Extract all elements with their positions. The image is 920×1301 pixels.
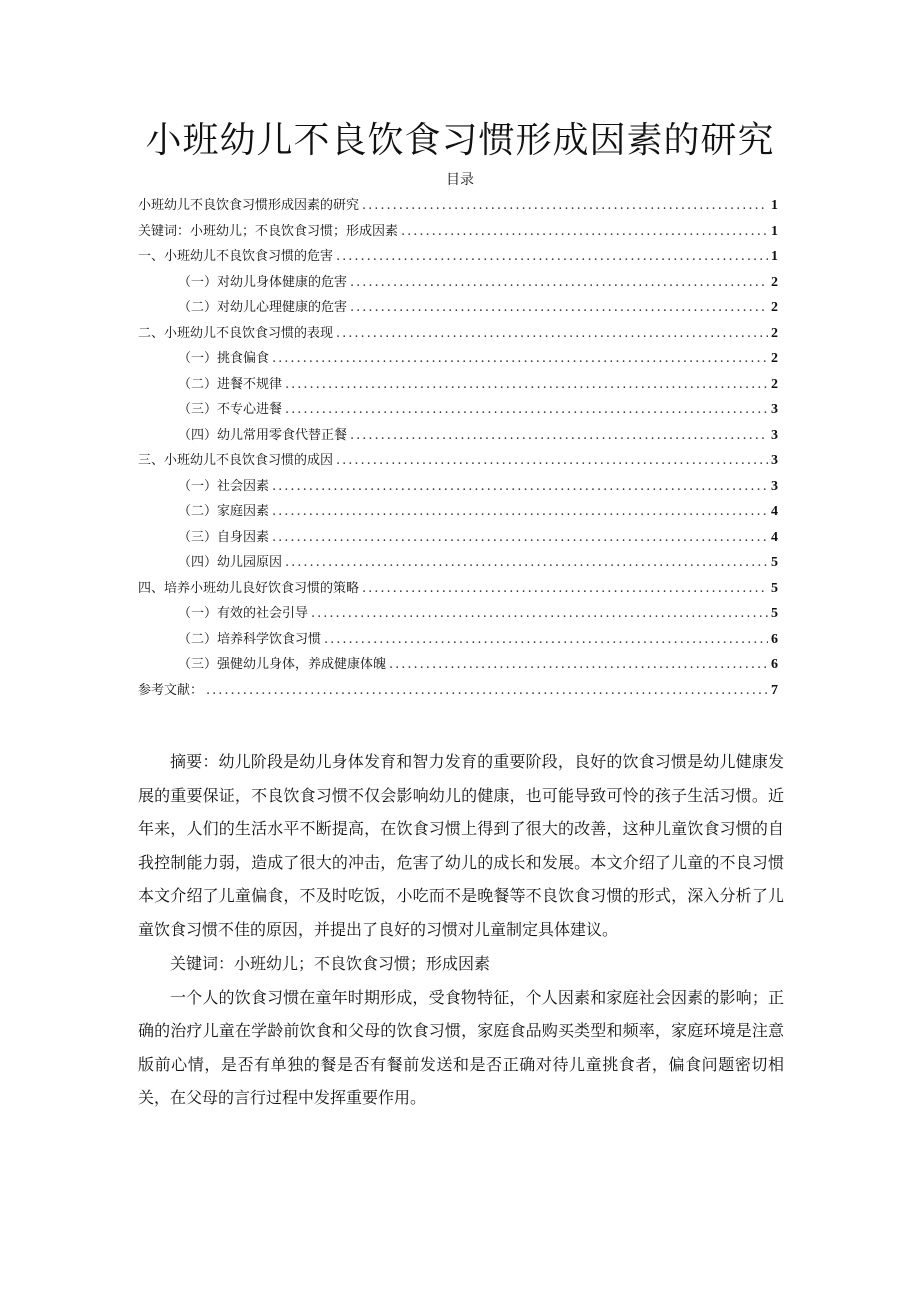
toc-entry-page: 6 [771,657,778,672]
abstract-paragraph: 摘要：幼儿阶段是幼儿身体发育和智力发育的重要阶段，良好的饮食习惯是幼儿健康发展的重要保证，不良饮食习惯不仅会影响幼儿的健康，也可能导致可怜的孩子生活习惯。近年来，人们的生活水平不断提高，在饮食习惯上得到了很大的改善，这种儿童饮食习惯的自我控制能力弱，造成了很大的冲击，危害了幼儿的成长和发展。本文介绍了儿童的不良习惯本文介绍了儿童偏食，不及时吃饭，小吃而不是晚餐等不良饮食习惯的形式，深入分析了儿童饮食习惯不佳的原因，并提出了良好的习惯对儿童制定具体建议。 [138,752,784,939]
toc-leader-dots [272,525,768,550]
toc-leader-dots [311,601,768,626]
toc-entry[interactable] [138,244,778,270]
toc-entry-page: 4 [771,529,778,545]
toc-entry-page: 1 [771,249,778,264]
toc-entry[interactable] [138,448,778,474]
toc-entry[interactable] [138,550,778,576]
toc-entry-page: 2 [771,376,778,392]
toc-entry-page: 5 [771,580,778,596]
toc-leader-dots [285,397,768,422]
toc-entry-text: （一）挑食偏食 [178,351,270,366]
toc-entry[interactable] [138,652,778,678]
toc-entry-text: （四）幼儿园原因 [178,555,283,570]
intro-paragraph: 一个人的饮食习惯在童年时期形成，受食物特征，个人因素和家庭社会因素的影响；正确的治疗儿童在学龄前饮食和父母的饮食习惯，家庭食品购买类型和频率，家庭环境是注意版前心情，是否有单独的餐是否有餐前发送和是否正确对待儿童挑食者，偏食问题密切相关，在父母的言行过程中发挥重要作用。 [138,987,784,1107]
toc-entry[interactable] [138,576,778,602]
toc-entry-page: 1 [771,198,778,213]
toc-entry-page: 2 [771,325,778,341]
toc-leader-dots [336,321,768,346]
toc-entry-page: 5 [771,606,778,621]
toc-heading: 目录 [446,172,474,188]
toc-entry-text: 四、培养小班幼儿良好饮食习惯的策略 [138,580,360,596]
toc-entry-page: 3 [771,478,778,494]
toc-entry[interactable] [138,193,778,219]
toc-entry[interactable] [138,423,778,449]
toc-entry-page: 1 [771,223,778,239]
toc-entry[interactable] [138,627,778,653]
toc-entry-page: 3 [771,402,778,417]
toc-leader-dots [350,270,768,295]
toc-leader-dots [272,474,768,499]
keywords-paragraph: 关键词：小班幼儿；不良饮食习惯；形成因素 [170,954,491,973]
toc-entry-page: 2 [771,274,778,290]
toc-leader-dots [350,295,768,320]
toc-leader-dots [401,219,768,244]
toc-entry-page: 7 [771,682,778,698]
toc-entry[interactable] [138,397,778,423]
document-title: 小班幼儿不良饮食习惯形成因素的研究 [145,120,775,161]
toc-leader-dots [285,550,768,575]
toc-leader-dots [206,678,768,703]
toc-entry-text: 关键词：小班幼儿；不良饮食习惯；形成因素 [138,223,399,239]
table-of-contents [138,193,778,703]
toc-entry-text: （二）培养科学饮食习惯 [178,631,322,647]
toc-entry-text: （三）强健幼儿身体，养成健康体魄 [178,657,387,672]
toc-entry[interactable] [138,525,778,551]
toc-entry-text: （一）对幼儿身体健康的危害 [178,274,348,290]
toc-leader-dots [285,372,768,397]
toc-entry-page: 5 [771,555,778,570]
toc-leader-dots [272,346,768,371]
toc-leader-dots [272,499,768,524]
toc-entry-text: （三）不专心进餐 [178,402,283,417]
toc-entry[interactable] [138,372,778,398]
toc-entry-text: 一、小班幼儿不良饮食习惯的危害 [138,249,334,264]
toc-entry[interactable] [138,219,778,245]
toc-entry-text: （二）对幼儿心理健康的危害 [178,300,348,315]
toc-entry-page: 3 [771,427,778,443]
toc-entry-text: （二）家庭因素 [178,504,270,519]
toc-leader-dots [362,193,768,218]
document-body [138,745,784,1115]
toc-entry-page: 4 [771,504,778,519]
toc-entry[interactable] [138,321,778,347]
toc-entry-page: 3 [771,453,778,468]
toc-entry-text: （三）自身因素 [178,529,270,545]
toc-entry-text: （四）幼儿常用零食代替正餐 [178,427,348,443]
toc-entry-text: （二）进餐不规律 [178,376,283,392]
toc-entry-page: 2 [771,300,778,315]
toc-entry-page: 6 [771,631,778,647]
toc-leader-dots [324,627,768,652]
toc-entry[interactable] [138,499,778,525]
toc-entry-text: 参考文献： [138,682,204,698]
toc-leader-dots [389,652,768,677]
toc-leader-dots [336,244,768,269]
toc-leader-dots [362,576,768,601]
toc-entry[interactable] [138,601,778,627]
toc-entry-page: 2 [771,351,778,366]
toc-entry[interactable] [138,295,778,321]
toc-entry[interactable] [138,678,778,704]
toc-leader-dots [336,448,768,473]
toc-entry-text: （一）社会因素 [178,478,270,494]
toc-entry-text: 二、小班幼儿不良饮食习惯的表现 [138,325,334,341]
toc-entry[interactable] [138,474,778,500]
toc-entry-text: （一）有效的社会引导 [178,606,309,621]
toc-entry-text: 三、小班幼儿不良饮食习惯的成因 [138,453,334,468]
toc-leader-dots [350,423,768,448]
toc-entry-text: 小班幼儿不良饮食习惯形成因素的研究 [138,198,360,213]
toc-entry[interactable] [138,346,778,372]
toc-entry[interactable] [138,270,778,296]
